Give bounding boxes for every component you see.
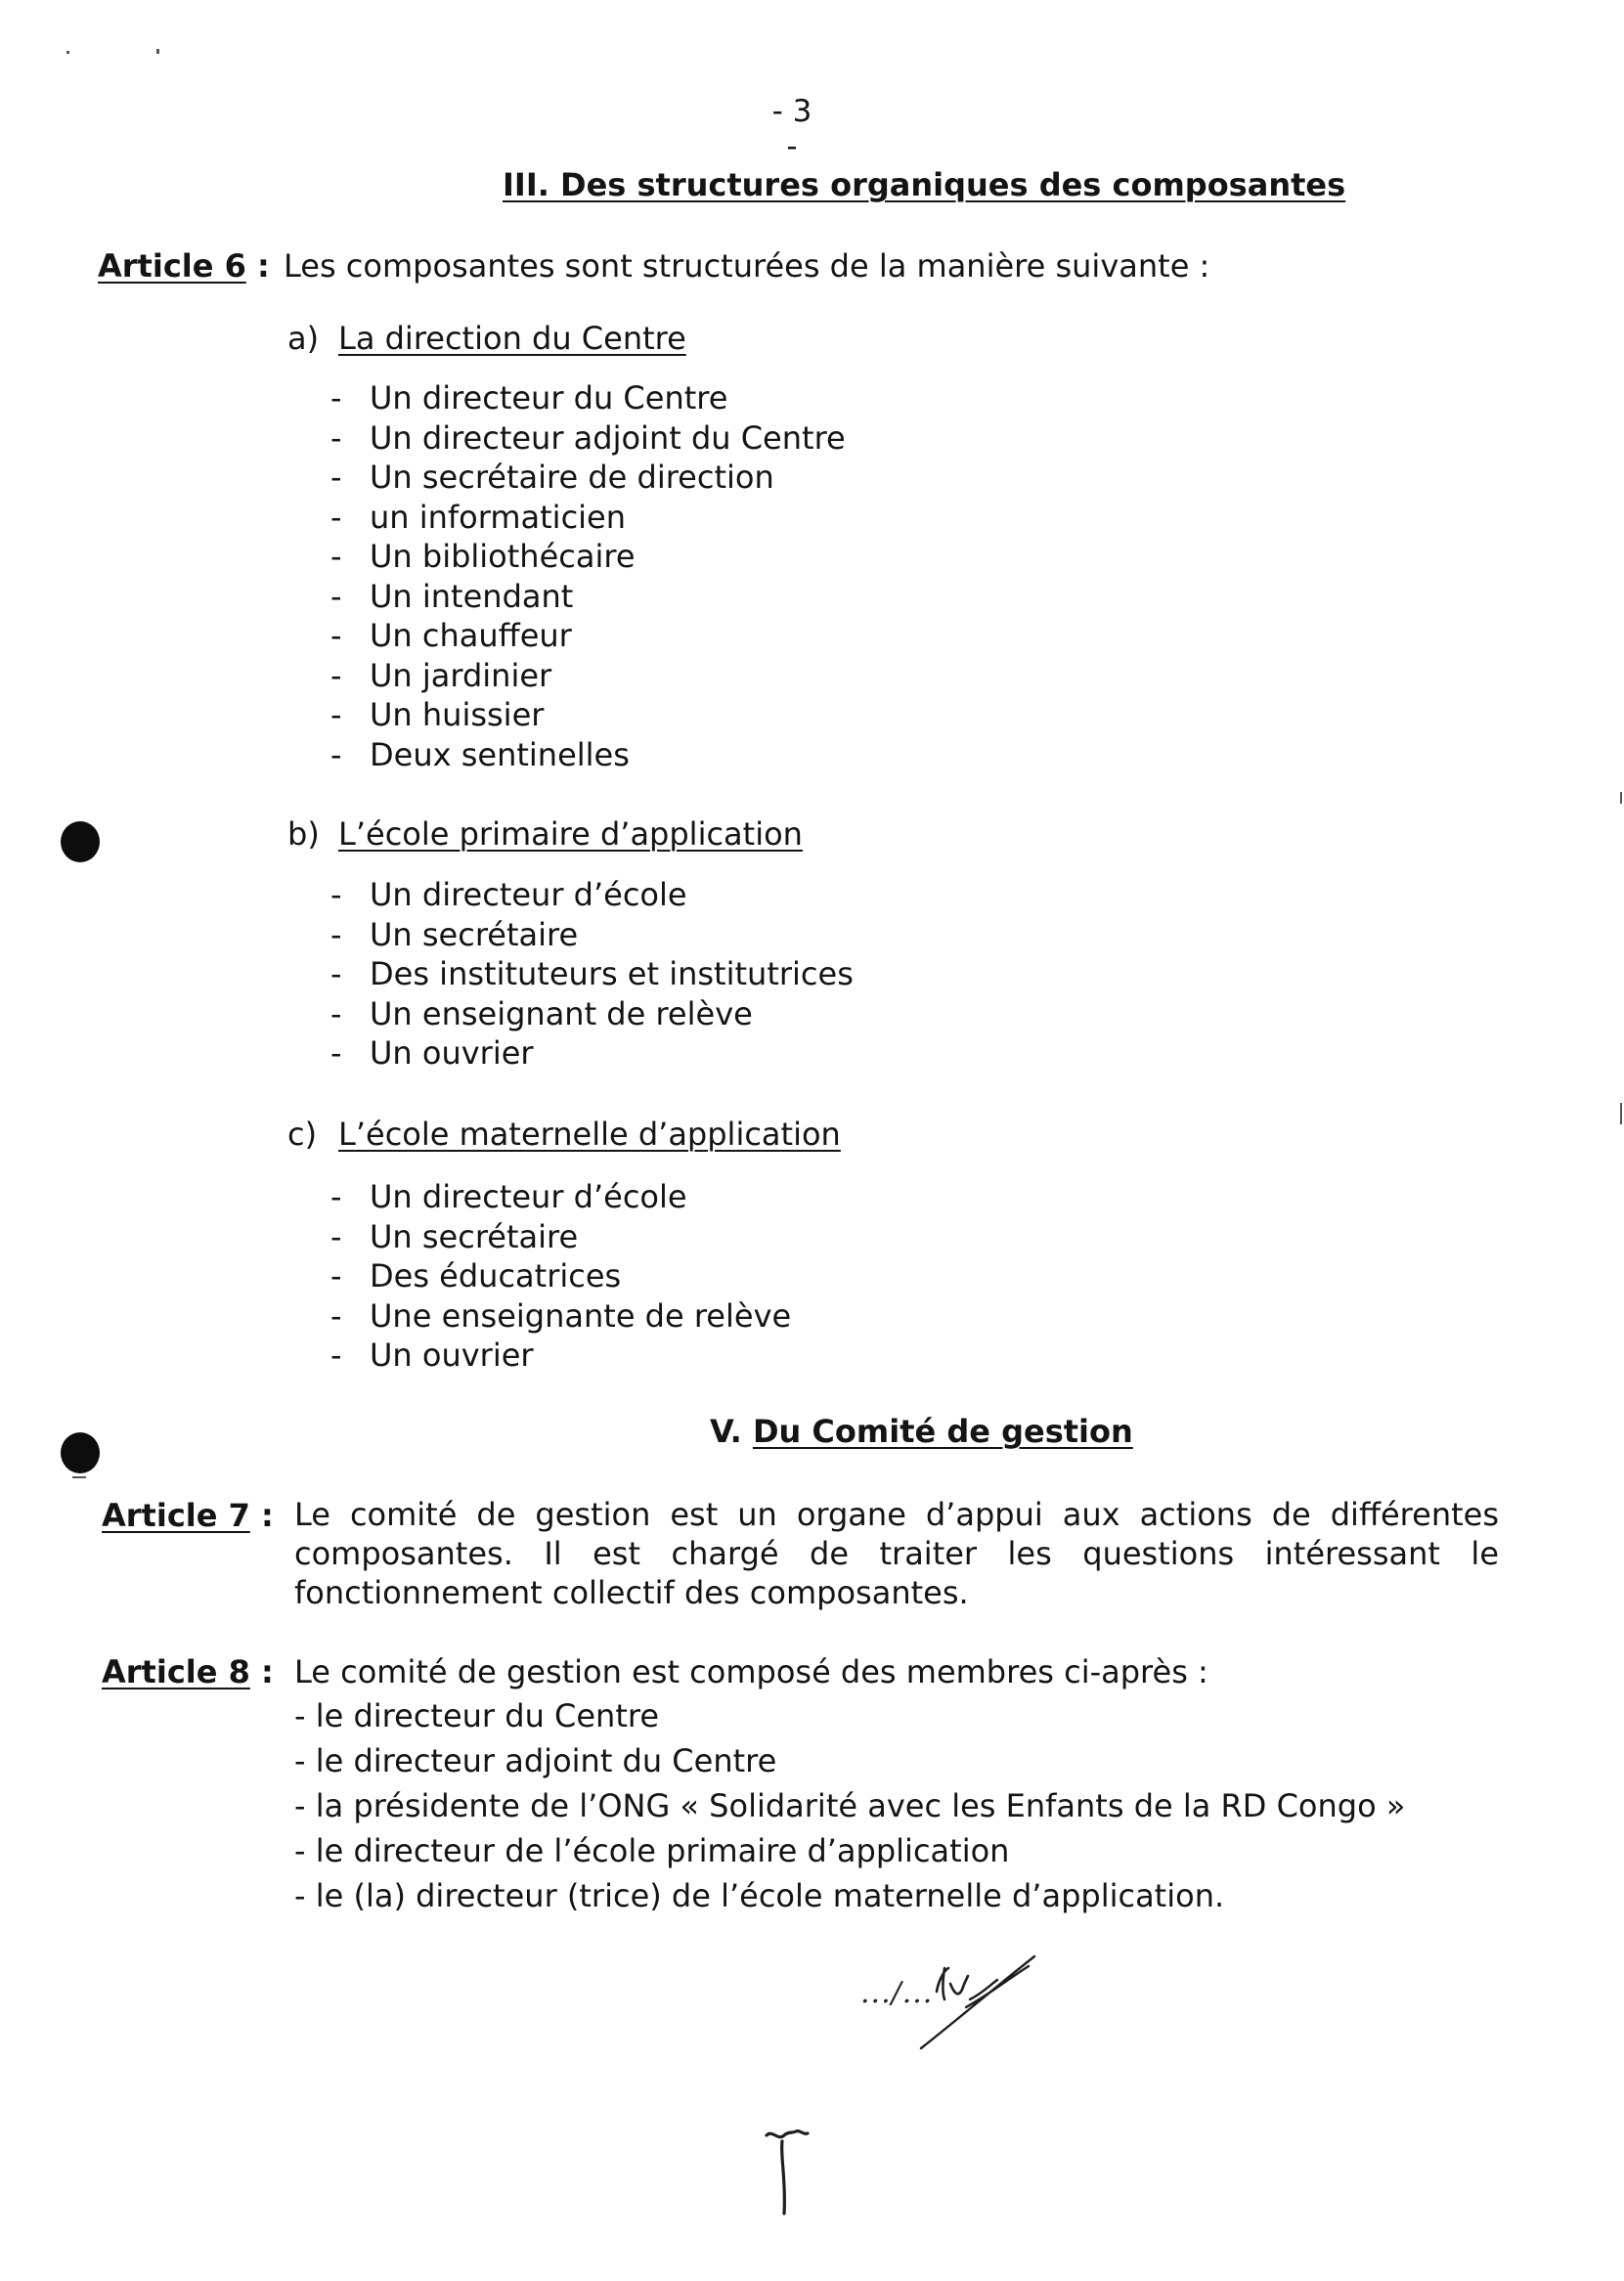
list-item: - Un huissier xyxy=(330,695,846,735)
list-item: - Des éducatrices xyxy=(330,1256,791,1296)
list-item: - Un chauffeur xyxy=(330,616,846,656)
list-item: - Un directeur d’école xyxy=(330,1177,791,1217)
list-item: - Un intendant xyxy=(330,577,846,617)
list-item: - Un directeur adjoint du Centre xyxy=(330,418,846,459)
list-item: - Un secrétaire xyxy=(330,915,854,955)
group-a-title: La direction du Centre xyxy=(338,320,686,357)
scan-edge-mark xyxy=(1620,1103,1622,1124)
list-item: - Des instituteurs et institutrices xyxy=(330,954,854,994)
list-item: - Une enseignante de relève xyxy=(330,1296,791,1337)
continuation-signature xyxy=(860,1951,1056,2058)
article-8-colon: : xyxy=(261,1653,274,1690)
group-a-letter: a) xyxy=(287,320,320,357)
group-b-list xyxy=(330,875,854,1074)
list-item: - Un bibliothécaire xyxy=(330,537,846,577)
list-item: - le directeur du Centre xyxy=(294,1693,1405,1738)
scan-edge-mark xyxy=(1620,792,1622,804)
group-a-list xyxy=(330,378,846,774)
article-8-label-text: Article 8 xyxy=(102,1653,250,1690)
group-c-list xyxy=(330,1177,791,1376)
list-item: - Deux sentinelles xyxy=(330,735,846,775)
scan-speck xyxy=(72,1476,86,1478)
group-b-heading xyxy=(287,815,803,853)
group-b-title: L’école primaire d’application xyxy=(338,815,803,853)
article-6-colon: : xyxy=(257,247,270,285)
group-c-heading xyxy=(287,1116,841,1153)
list-item: - Un directeur d’école xyxy=(330,875,854,915)
list-item: - Un jardinier xyxy=(330,656,846,696)
article-7-text: Le comité de gestion est un organe d’appui aux actions de différentes composantes. Il est chargé de traiter les questions intéressant le fonctionnement collectif des composantes. xyxy=(294,1496,1499,1611)
list-item: - le directeur adjoint du Centre xyxy=(294,1738,1405,1783)
article-6-label-text: Article 6 xyxy=(98,247,246,285)
list-item: - Un directeur du Centre xyxy=(330,378,846,418)
handwritten-mark-icon xyxy=(753,2112,841,2219)
article-8-label xyxy=(102,1653,274,1690)
section-3-title-text: III. Des structures organiques des composantes xyxy=(503,166,1346,203)
article-6-label xyxy=(98,247,270,285)
list-item: - Un ouvrier xyxy=(330,1336,791,1376)
article-7-label xyxy=(102,1497,274,1534)
group-a-heading xyxy=(287,320,686,357)
list-item: - la présidente de l’ONG « Solidarité avec les Enfants de la RD Congo » xyxy=(294,1783,1405,1828)
continuation-mark: .../... xyxy=(860,1976,934,2010)
article-7-label-text: Article 7 xyxy=(102,1497,250,1534)
punch-hole-icon xyxy=(61,821,100,862)
list-item: - Un secrétaire de direction xyxy=(330,458,846,498)
article-8-intro: Le comité de gestion est composé des membres ci-après : xyxy=(294,1653,1208,1690)
article-6-intro: Les composantes sont structurées de la manière suivante : xyxy=(284,247,1210,285)
section-5-title-text: Du Comité de gestion xyxy=(752,1413,1133,1450)
list-item: - un informaticien xyxy=(330,498,846,538)
scan-speck xyxy=(66,51,69,54)
signature-initials-icon xyxy=(860,1951,1056,2058)
list-item: - Un enseignant de relève xyxy=(330,994,854,1034)
list-item: - Un secrétaire xyxy=(330,1217,791,1257)
scan-speck xyxy=(156,49,159,54)
group-c-title: L’école maternelle d’application xyxy=(338,1116,841,1153)
group-b-letter: b) xyxy=(287,815,320,853)
article-7-colon: : xyxy=(261,1497,274,1534)
list-item: - le directeur de l’école primaire d’application xyxy=(294,1828,1405,1873)
article-8-members-list xyxy=(294,1693,1405,1918)
list-item: - le (la) directeur (trice) de l’école maternelle d’application. xyxy=(294,1873,1405,1918)
punch-hole-icon xyxy=(61,1432,100,1473)
section-5-number: V. xyxy=(710,1413,742,1450)
section-3-title xyxy=(503,166,1345,203)
page-number: - 3 - xyxy=(771,94,812,164)
list-item: - Un ouvrier xyxy=(330,1033,854,1074)
group-c-letter: c) xyxy=(287,1116,318,1153)
section-5-title xyxy=(710,1413,1133,1450)
